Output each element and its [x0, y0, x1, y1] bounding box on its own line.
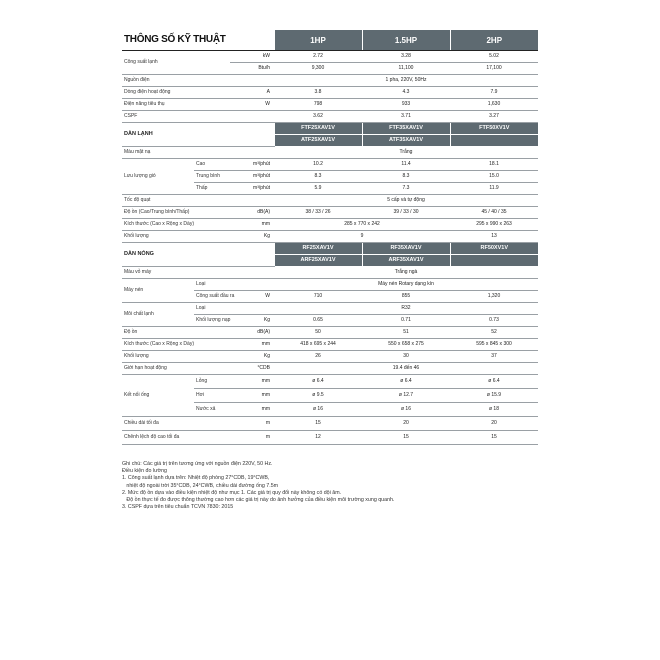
value: 4.3: [362, 87, 450, 99]
note-line: Độ ồn thực tế đo được thông thường cao hơn các giá trị này do ảnh hưởng của điều kiện môi trường xung quanh.: [122, 497, 395, 504]
note-line: Ghi chú: Các giá trị trên tương ứng với nguồn điện 220V, 50 Hz.: [122, 461, 273, 467]
unit: mm: [230, 339, 274, 351]
value: 0.73: [450, 315, 538, 327]
pipe-name: Lỏng: [194, 375, 230, 389]
header-2hp: 2HP: [450, 30, 538, 51]
model-indoor: FTF50XV1V: [450, 123, 538, 135]
row-fan-speed: [122, 195, 538, 207]
model-outdoor: ARF35XAV1V: [362, 255, 450, 267]
label: CSPF: [122, 111, 230, 123]
model-outdoor: RF35XAV1V: [362, 243, 450, 255]
label: Kích thước (Cao x Rộng x Dày): [122, 219, 230, 231]
value: 11,100: [362, 63, 450, 75]
label: Điện năng tiêu thụ: [122, 99, 230, 111]
row-outdoor-models-1: [122, 243, 538, 255]
value: 550 x 658 x 275: [362, 339, 450, 351]
value: 855: [362, 291, 450, 303]
unit: mm: [230, 219, 274, 231]
value: 39 / 33 / 30: [362, 207, 450, 219]
value: 52: [450, 327, 538, 339]
value: 933: [362, 99, 450, 111]
value: ø 6.4: [274, 375, 362, 389]
model-indoor: FTF25XAV1V: [274, 123, 362, 135]
label-airflow: Lưu lượng gió: [122, 159, 194, 195]
model-indoor: ATF25XAV1V: [274, 135, 362, 147]
footnotes: [122, 461, 538, 511]
value: 3.8: [274, 87, 362, 99]
unit: m³/phút: [230, 183, 274, 195]
value: 1,320: [450, 291, 538, 303]
unit: Kg: [230, 231, 274, 243]
row-capacity-kw: [122, 51, 538, 63]
label: Giới hạn hoạt động: [122, 363, 230, 375]
label-refrigerant: Môi chất lạnh: [122, 303, 194, 327]
label: Màu vỏ máy: [122, 267, 274, 279]
model-indoor: ATF35XAV1V: [362, 135, 450, 147]
value: ø 16: [362, 403, 450, 417]
unit: Kg: [230, 315, 274, 327]
pipe-name: Hơi: [194, 389, 230, 403]
label: Chênh lệch độ cao tối đa: [122, 431, 230, 445]
label: Chiều dài tối đa: [122, 417, 230, 431]
row-outdoor-dimensions: [122, 339, 538, 351]
title-text: THÔNG SỐ KỸ THUẬT: [124, 33, 226, 45]
value: ø 9.5: [274, 389, 362, 403]
unit: dB(A): [230, 207, 274, 219]
value: 9,300: [274, 63, 362, 75]
value: 15: [362, 431, 450, 445]
value: 20: [450, 417, 538, 431]
label: Độ ồn (Cao/Trung bình/Thấp): [122, 207, 230, 219]
value: 0.71: [362, 315, 450, 327]
value: 45 / 40 / 35: [450, 207, 538, 219]
value: R32: [274, 303, 538, 315]
row-refrigerant-type: [122, 303, 538, 315]
value: ø 6.4: [362, 375, 450, 389]
page-title: [122, 30, 274, 51]
label: Kích thước (Cao x Rộng x Dày): [122, 339, 230, 351]
unit: m: [230, 431, 274, 445]
label: Dòng điện hoạt động: [122, 87, 230, 99]
row-outdoor-noise: [122, 327, 538, 339]
value: 19.4 đến 46: [274, 363, 538, 375]
value: 51: [362, 327, 450, 339]
unit: W: [230, 99, 274, 111]
unit: mm: [230, 375, 274, 389]
label-compressor: Máy nén: [122, 279, 194, 303]
model-outdoor: [450, 255, 538, 267]
value: 285 x 770 x 242: [274, 219, 450, 231]
value: 3.62: [274, 111, 362, 123]
label-capacity: Công suất lạnh: [122, 51, 230, 75]
unit: kW: [230, 51, 274, 63]
sub-label: Loại: [194, 303, 274, 315]
model-indoor: [450, 135, 538, 147]
value: 15: [450, 431, 538, 445]
value: 30: [362, 351, 450, 363]
value: 3.27: [450, 111, 538, 123]
airflow-level: Trung bình: [194, 171, 230, 183]
header-1hp: 1HP: [274, 30, 362, 51]
airflow-level: Thấp: [194, 183, 230, 195]
unit: m³/phút: [230, 159, 274, 171]
row-max-length: [122, 417, 538, 431]
sub-label: Loại: [194, 279, 274, 291]
spec-sheet: [122, 30, 538, 445]
row-operating-range: [122, 363, 538, 375]
airflow-level: Cao: [194, 159, 230, 171]
row-panel-color: [122, 147, 538, 159]
value: 10.2: [274, 159, 362, 171]
unit: [230, 111, 274, 123]
row-case-color: [122, 267, 538, 279]
model-outdoor: ARF25XAV1V: [274, 255, 362, 267]
value: 710: [274, 291, 362, 303]
note-line: 1. Công suất lạnh dựa trên: Nhiệt độ phòng 27°CDB, 19°CWB,: [122, 475, 270, 482]
value: 17,100: [450, 63, 538, 75]
label: Độ ồn: [122, 327, 230, 339]
value: 2.72: [274, 51, 362, 63]
value: Trắng: [274, 147, 538, 159]
value: 798: [274, 99, 362, 111]
value: ø 12.7: [362, 389, 450, 403]
note-line: Điều kiện đo lường: [122, 468, 168, 475]
value: 37: [450, 351, 538, 363]
header-1-5hp: 1.5HP: [362, 30, 450, 51]
value: 15: [274, 417, 362, 431]
label: Nguồn điện: [122, 75, 274, 87]
note-line: 2. Mức độ ồn dựa vào điều kiện nhiệt độ như mục 1. Các giá trị quy đổi này không có dội âm.: [122, 489, 342, 496]
row-max-height: [122, 431, 538, 445]
value: 9: [274, 231, 450, 243]
value: 11.9: [450, 183, 538, 195]
value: 8.3: [274, 171, 362, 183]
title-row: [122, 30, 538, 51]
value: 5.02: [450, 51, 538, 63]
row-outdoor-weight: [122, 351, 538, 363]
value: Máy nén Rotary dạng kín: [274, 279, 538, 291]
value: 12: [274, 431, 362, 445]
pipe-name: Nước xả: [194, 403, 230, 417]
value: 11.4: [362, 159, 450, 171]
value: Trắng ngà: [274, 267, 538, 279]
section-indoor: DÀN LẠNH: [122, 123, 274, 147]
unit: Kg: [230, 351, 274, 363]
value: 0.65: [274, 315, 362, 327]
value: 13: [450, 231, 538, 243]
note-line: nhiệt độ ngoài trời 35°CDB, 24°CWB, chiều dài đường ống 7.5m: [122, 482, 279, 489]
value: ø 6.4: [450, 375, 538, 389]
model-outdoor: RF50XV1V: [450, 243, 538, 255]
model-outdoor: RF25XAV1V: [274, 243, 362, 255]
value: 18.1: [450, 159, 538, 171]
value: 295 x 990 x 263: [450, 219, 538, 231]
value: 3.71: [362, 111, 450, 123]
sub-label: Khối lượng nạp: [194, 315, 230, 327]
value: 418 x 695 x 244: [274, 339, 362, 351]
value: 8.3: [362, 171, 450, 183]
value: 5.9: [274, 183, 362, 195]
spec-table: [122, 30, 538, 445]
section-outdoor: DÀN NÓNG: [122, 243, 274, 267]
note-line: 3. CSPF dựa trên tiêu chuẩn TCVN 7830: 2015: [122, 504, 234, 511]
value: 595 x 845 x 300: [450, 339, 538, 351]
unit: °CDB: [230, 363, 274, 375]
row-power-supply: [122, 75, 538, 87]
row-current: [122, 87, 538, 99]
label: Khối lượng: [122, 351, 230, 363]
unit: m: [230, 417, 274, 431]
value: 15.0: [450, 171, 538, 183]
label-piping: Kết nối ống: [122, 375, 194, 417]
row-cspf: [122, 111, 538, 123]
row-indoor-weight: [122, 231, 538, 243]
value: ø 18: [450, 403, 538, 417]
value: 5 cấp và tự động: [274, 195, 538, 207]
value: 7.9: [450, 87, 538, 99]
unit: Btu/h: [230, 63, 274, 75]
value: 1 pha, 220V, 50Hz: [274, 75, 538, 87]
sub-label: Công suất đầu ra: [194, 291, 230, 303]
label: Khối lượng: [122, 231, 230, 243]
row-indoor-dimensions: [122, 219, 538, 231]
value: 26: [274, 351, 362, 363]
unit: dB(A): [230, 327, 274, 339]
row-compressor-type: [122, 279, 538, 291]
value: ø 15.9: [450, 389, 538, 403]
row-indoor-noise: [122, 207, 538, 219]
value: 38 / 33 / 26: [274, 207, 362, 219]
value: 3.28: [362, 51, 450, 63]
label: Màu mặt nạ: [122, 147, 274, 159]
unit: m³/phút: [230, 171, 274, 183]
value: 50: [274, 327, 362, 339]
value: 20: [362, 417, 450, 431]
unit: mm: [230, 389, 274, 403]
row-airflow-high: [122, 159, 538, 171]
unit: A: [230, 87, 274, 99]
unit: W: [230, 291, 274, 303]
unit: mm: [230, 403, 274, 417]
model-indoor: FTF35XAV1V: [362, 123, 450, 135]
row-pipe-liquid: [122, 375, 538, 389]
row-indoor-models-1: [122, 123, 538, 135]
value: 1,630: [450, 99, 538, 111]
value: 7.3: [362, 183, 450, 195]
label: Tốc độ quạt: [122, 195, 274, 207]
row-power-consumption: [122, 99, 538, 111]
value: ø 16: [274, 403, 362, 417]
